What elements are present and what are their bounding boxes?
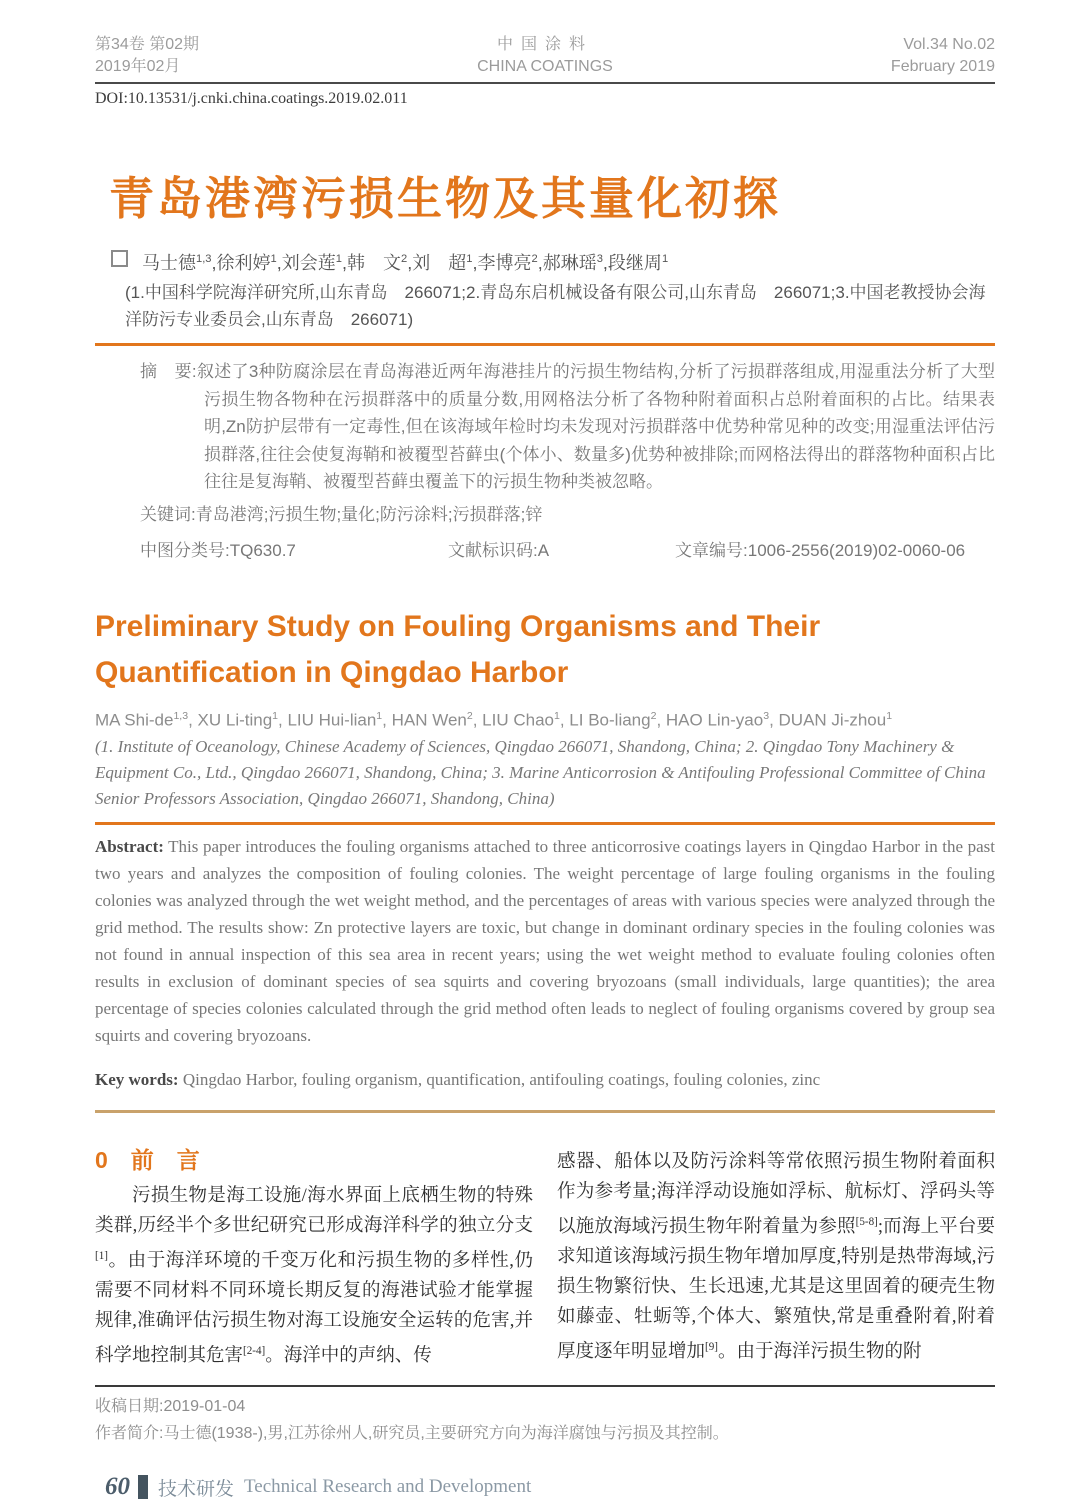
classification-row [140, 538, 995, 564]
header-date-cn: 2019年02月 [95, 58, 181, 75]
abstract-cn-text: 叙述了3种防腐涂层在青岛海港近两年海港挂片的污损生物结构,分析了污损群落组成,用湿重法分析了大型污损生物各物种在污损群落中的质量分数,用网格法分析了各物种附着面积占总附着面积的占比。结果表明,Zn防护层带有一定毒性,但在该海域年检时均未发现对污损群落中优势种常见种的改变;用湿重法评估污损群落,往往会使复海鞘和被覆型苔藓虫(个体小、数量多)优势种被排除;而网格法得出的群落物种面积占比往往是复海鞘、被覆型苔藓虫覆盖下的污损生物种类被忽略。 [196, 362, 995, 491]
header-issue-en [891, 34, 995, 78]
abstract-en-text: This paper introduces the fouling organisms attached to three anticorrosive coatings layers in Qingdao Harbor in the past two years and analyzes the composition of fouling colonies. The weight percentage of large fouling organisms in the fouling colonies was analyzed through the wet weight method, and the percentages of areas with various species were analyzed through the grid method. The results show: Zn protective layers are toxic, but change in dominant ordinary species in the fouling colonies was not found in annual inspection of this sea area in recent years; using the wet weight method to evaluate fouling colonies often results in exclusion of dominant species of sea squirts and covering bryozoans (small individuals, large quantities); the area percentage of species colonies calculated through the grid method often leads to neglect of fouling organisms covered by group sea squirts and covering bryozoans. [95, 837, 995, 1046]
divider-orange-top [95, 343, 995, 346]
page-footer [105, 1473, 995, 1501]
header-journal-name [477, 34, 613, 78]
article-title-cn: 青岛港湾污损生物及其量化初探 [109, 173, 782, 224]
footer-section-en: Technical Research and Development [244, 1476, 532, 1498]
abstract-en-paragraph [95, 833, 995, 1049]
intro-section [95, 1147, 995, 1371]
footnotes-block [95, 1393, 995, 1447]
journal-header [95, 34, 995, 84]
header-volume-en: Vol.34 No.02 [903, 36, 995, 53]
header-issue-cn [95, 34, 199, 78]
abstract-cn-paragraph [140, 358, 995, 496]
journal-name-cn: 中国涂料 [496, 36, 593, 53]
article-id: 文章编号:1006-2556(2019)02-0060-06 [675, 540, 966, 560]
section-heading-foreword: 0 前 言 [95, 1147, 200, 1174]
received-date: 收稿日期:2019-01-04 [95, 1398, 246, 1416]
keywords-en-label: Key words: [95, 1070, 179, 1090]
keywords-en-text: Qingdao Harbor, fouling organism, quantification, antifouling coatings, fouling colonies, zinc [178, 1070, 821, 1090]
document-code: 文献标识码:A [448, 540, 550, 560]
journal-name-en: CHINA COATINGS [477, 58, 613, 75]
intro-left-column [95, 1147, 533, 1371]
abstract-en-label: Abstract: [95, 837, 164, 857]
clc-number: 中图分类号:TQ630.7 [140, 540, 296, 560]
article-title-en: Preliminary Study on Fouling Organisms and Their Quantification in Qingdao Harbor [95, 609, 821, 689]
author-marker-box [111, 250, 128, 267]
abstract-cn-block [140, 358, 995, 564]
affiliations-cn: (1.中国科学院海洋研究所,山东青岛 266071;2.青岛东启机械设备有限公司,山东青岛 266071;3.中国老教授协会海洋防污专业委员会,山东青岛 266071) [125, 283, 986, 329]
abstract-cn-label: 摘 要: [140, 362, 197, 381]
footnote-divider [95, 1385, 995, 1387]
doi-line: DOI:10.13531/j.cnki.china.coatings.2019.02.011 [95, 90, 408, 107]
divider-orange-english [95, 822, 995, 825]
authors-cn-text: 马士德$^{1,3}$,徐利婷$^1$,刘会莲$^1$,韩 文$^2$,刘 超$^1$,李博亮$^2$,郝琳瑶$^3$,段继周$^1$ [142, 253, 669, 273]
footer-section-cn: 技术研发 [158, 1478, 235, 1500]
keywords-cn-text: 青岛港湾;污损生物;量化;防污涂料;污损群落;锌 [195, 504, 543, 524]
header-date-en: February 2019 [890, 58, 995, 75]
keywords-cn-line [140, 502, 995, 528]
intro-right-column [557, 1147, 995, 1371]
authors-cn-row [111, 247, 995, 275]
affiliations-en: (1. Institute of Oceanology, Chinese Academy of Sciences, Qingdao 266071, Shandong, China; 2. Qingdao Tony Machinery & Equipment Co., Ltd., Qingdao 266071, Shandong, China; 3. Marine Anticorrosion & Antifouling Professional Committee of China Senior Professors Association, Qingdao 266071, Shandong, China) [95, 737, 986, 809]
footer-bar-icon [138, 1475, 148, 1499]
divider-tan [95, 1110, 995, 1113]
keywords-cn-label: 关键词: [140, 504, 196, 524]
intro-paragraph-left: 污损生物是海工设施/海水界面上底栖生物的特殊类群,历经半个多世纪研究已形成海洋科学的独立分支[1]。由于海洋环境的千变万化和污损生物的多样性,仍需要不同材料不同环境长期反复的海港试验才能掌握规律,准确评估污损生物对海工设施安全运转的危害,并科学地控制其危害[2-4]。海洋中的声纳、传 [95, 1186, 533, 1367]
page-number: 60 [105, 1473, 130, 1501]
authors-en-row: MA Shi-de$^{1,3}$, XU Li-ting$^1$, LIU Hui-lian$^1$, HAN Wen$^2$, LIU Chao$^1$, LI Bo-liang$^2$, HAO Lin-yao$^3$, DUAN Ji-zhou$^1$ [95, 709, 893, 730]
header-volume-cn: 第34卷 第02期 [95, 36, 200, 53]
intro-paragraph-right: 感器、船体以及防污涂料等常依照污损生物附着面积作为参考量;海洋浮动设施如浮标、航标灯、浮码头等以施放海域污损生物年附着量为参照[5-8];而海上平台要求知道该海域污损生物年增加厚度,特别是热带海域,污损生物繁衍快、生长迅速,尤其是这里固着的硬壳生物如藤壶、牡蛎等,个体大、繁殖快,常是重叠附着,附着厚度逐年明显增加[9]。由于海洋污损生物的附 [557, 1152, 995, 1363]
author-bio: 作者简介:马士德(1938-),男,江苏徐州人,研究员,主要研究方向为海洋腐蚀与污损及其控制。 [95, 1425, 729, 1443]
keywords-en-line [95, 1066, 995, 1093]
